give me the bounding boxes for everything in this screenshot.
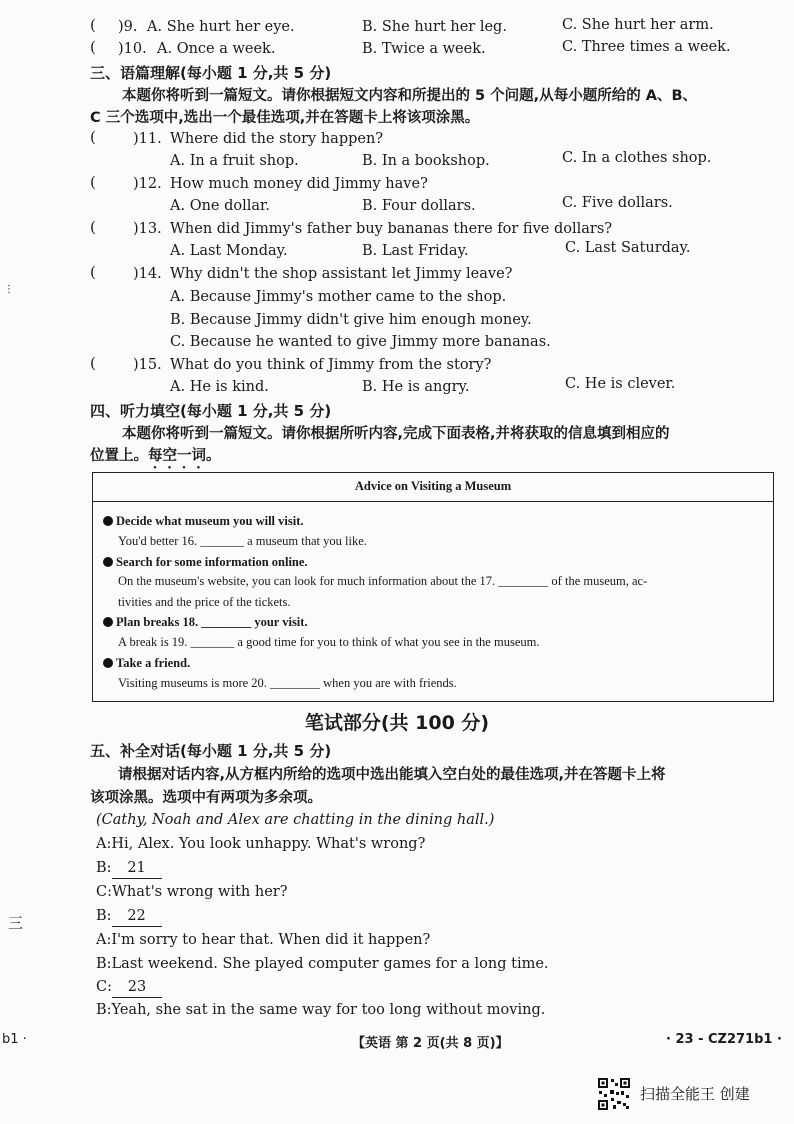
divider [93, 501, 773, 502]
dialogue-scene: (Cathy, Noah and Alex are chatting in the dining hall.) [96, 812, 495, 828]
q9-option-a: A. She hurt her eye. [147, 19, 295, 35]
footer-page-number: 【英语 第 2 页(共 8 页)】 [352, 1036, 509, 1051]
section4-heading: 四、听力填空(每小题 1 分,共 5 分) [90, 402, 332, 420]
q12-number: )12. [133, 176, 162, 192]
speaker-label: C: [96, 979, 112, 995]
q15-option-b: B. He is angry. [362, 379, 470, 395]
footer-left: b1 · [2, 1032, 27, 1047]
q13-option-a: A. Last Monday. [170, 243, 288, 259]
dialogue-line-8: B:Yeah, she sat in the same way for too long without moving. [96, 1002, 546, 1018]
advice-heading-text: Decide what museum you will visit. [116, 514, 304, 528]
q11-option-c: C. In a clothes shop. [562, 150, 712, 166]
qr-code-icon [597, 1077, 631, 1111]
section5-instruction-2: 该项涂黑。选项中有两项为多余项。 [90, 790, 322, 806]
dialogue-line-4 [96, 906, 162, 927]
q12-option-b: B. Four dollars. [362, 198, 476, 214]
section5-instruction-1: 请根据对话内容,从方框内所给的选项中选出能填入空白处的最佳选项,并在答题卡上将 [118, 767, 666, 783]
advice-line-17-cont: tivities and the price of the tickets. [118, 595, 291, 609]
q12-option-a: A. One dollar. [170, 198, 270, 214]
advice-heading-text: Take a friend. [116, 656, 191, 670]
q14-number: )14. [133, 266, 162, 282]
footer-code: · 23 - CZ271b1 · [666, 1032, 782, 1047]
q12-option-c: C. Five dollars. [562, 195, 673, 211]
instruction-text: 。 [206, 448, 221, 464]
q9-number: )9. [118, 19, 138, 35]
answer-paren: ( [90, 16, 96, 34]
q13-option-b: B. Last Friday. [362, 243, 469, 259]
speaker-label: B: [96, 860, 112, 876]
q10-option-b: B. Twice a week. [362, 41, 486, 57]
advice-heading-1 [103, 514, 304, 529]
q12-question: How much money did Jimmy have? [170, 176, 428, 192]
emphasized-text: 每空一词 [148, 448, 206, 464]
advice-heading-text: Search for some information online. [116, 555, 308, 569]
q14-option-a: A. Because Jimmy's mother came to the shop. [170, 289, 507, 305]
q13-option-c: C. Last Saturday. [565, 240, 691, 256]
answer-paren: ( [90, 38, 96, 56]
instruction-text: 位置上。 [90, 448, 148, 464]
q15-option-c: C. He is clever. [565, 376, 676, 392]
advice-line-17: On the museum's website, you can look for much information about the 17. ________ of the museum, ac- [118, 574, 648, 588]
q10-option-a: A. Once a week. [157, 41, 276, 57]
q11-number: )11. [133, 131, 162, 147]
bullet-icon [103, 557, 113, 567]
answer-paren: ( [90, 128, 96, 146]
q13-question: When did Jimmy's father buy bananas there for five dollars? [170, 221, 613, 237]
q14-option-b: B. Because Jimmy didn't give him enough money. [170, 312, 532, 328]
blank-23: 23 [112, 977, 162, 998]
answer-paren: ( [90, 263, 96, 281]
answer-paren: ( [90, 354, 96, 372]
advice-heading-3 [103, 615, 308, 630]
blank-21: 21 [112, 858, 162, 879]
section3-instruction-1: 本题你将听到一篇短文。请你根据短文内容和所提出的 5 个问题,从每小题所给的 A、B、 [122, 88, 698, 104]
advice-line-19: A break is 19. _______ a good time for you to think of what you see in the museum. [118, 635, 540, 649]
advice-line-20: Visiting museums is more 20. ________ when you are with friends. [118, 676, 457, 690]
q9-option-b: B. She hurt her leg. [362, 19, 507, 35]
q10-number: )10. [118, 41, 147, 57]
section3-heading: 三、语篇理解(每小题 1 分,共 5 分) [90, 64, 332, 82]
advice-table [92, 472, 774, 702]
speaker-label: B: [96, 908, 112, 924]
advice-table-title: Advice on Visiting a Museum [354, 479, 512, 493]
written-part-title: 笔试部分(共 100 分) [304, 712, 490, 734]
dialogue-line-1: A:Hi, Alex. You look unhappy. What's wrong? [96, 836, 426, 852]
q15-number: )15. [133, 357, 162, 373]
dialogue-line-2 [96, 858, 162, 879]
blank-22: 22 [112, 906, 162, 927]
q10-option-c: C. Three times a week. [562, 39, 731, 55]
section4-instruction-1: 本题你将听到一篇短文。请你根据所听内容,完成下面表格,并将获取的信息填到相应的 [122, 426, 670, 442]
answer-paren: ( [90, 173, 96, 191]
margin-dots: ⋮ [4, 284, 14, 295]
scanner-watermark: 扫描全能王 创建 [640, 1085, 750, 1103]
bullet-icon [103, 516, 113, 526]
q15-question: What do you think of Jimmy from the story? [170, 357, 492, 373]
advice-line-16: You'd better 16. _______ a museum that you like. [118, 534, 367, 548]
section3-instruction-2: C 三个选项中,选出一个最佳选项,并在答题卡上将该项涂黑。 [90, 110, 480, 126]
dialogue-line-5: A:I'm sorry to hear that. When did it happen? [96, 932, 431, 948]
q14-question: Why didn't the shop assistant let Jimmy leave? [170, 266, 513, 282]
margin-mark: 三 [8, 914, 24, 932]
q11-option-a: A. In a fruit shop. [170, 153, 299, 169]
q13-number: )13. [133, 221, 162, 237]
q14-option-c: C. Because he wanted to give Jimmy more bananas. [170, 334, 551, 350]
section5-heading: 五、补全对话(每小题 1 分,共 5 分) [90, 742, 332, 760]
q11-question: Where did the story happen? [170, 131, 384, 147]
advice-heading-4 [103, 656, 190, 671]
dialogue-line-3: C:What's wrong with her? [96, 884, 288, 900]
q9-option-c: C. She hurt her arm. [562, 17, 714, 33]
dialogue-line-6: B:Last weekend. She played computer games for a long time. [96, 956, 549, 972]
dialogue-line-7 [96, 977, 162, 998]
advice-heading-2 [103, 555, 308, 570]
section4-instruction-2 [90, 444, 221, 472]
bullet-icon [103, 658, 113, 668]
answer-paren: ( [90, 218, 96, 236]
q15-option-a: A. He is kind. [170, 379, 269, 395]
bullet-icon [103, 617, 113, 627]
advice-heading-text: Plan breaks 18. ________ your visit. [116, 615, 308, 629]
q11-option-b: B. In a bookshop. [362, 153, 490, 169]
